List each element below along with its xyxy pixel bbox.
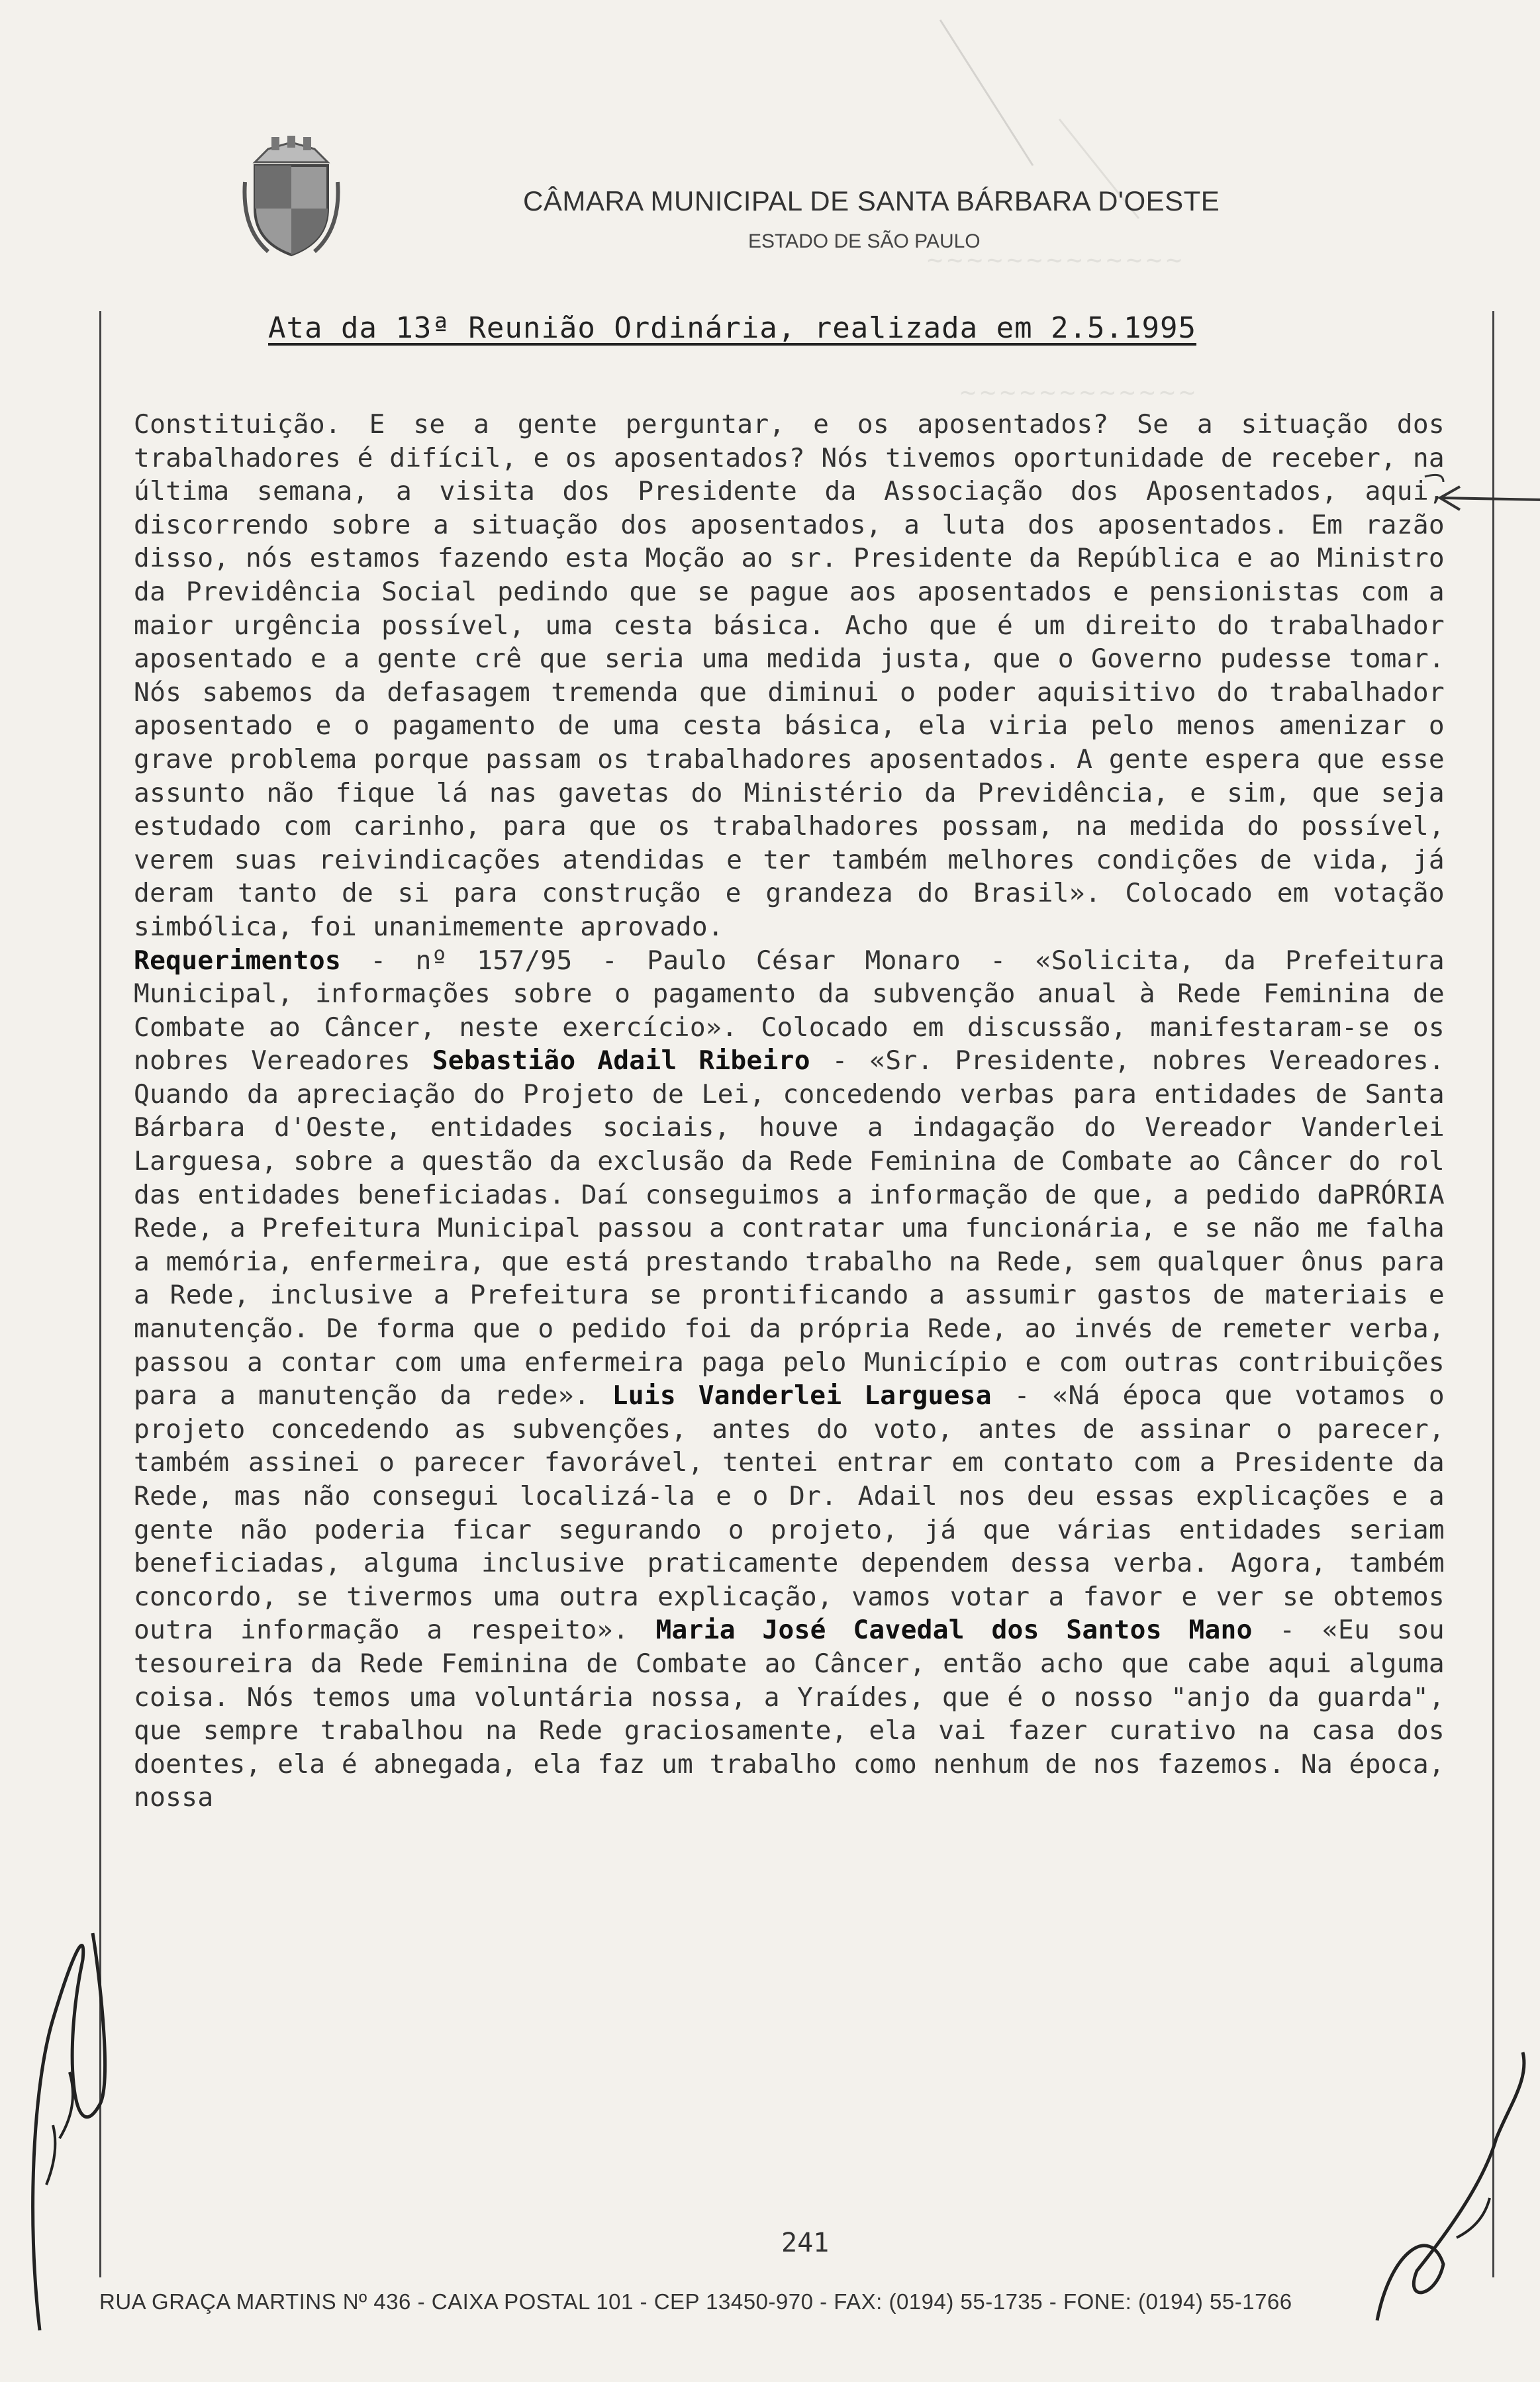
page-number: 241 — [781, 2228, 830, 2258]
municipal-crest-icon — [242, 136, 341, 262]
body-text-4: - «Ná época que votamos o projeto concedendo as subvenções, antes do voto, antes de assinar o parecer, também assinei o parecer favorável, tentei entrar em contato com a Presidente da Rede, mas não consegui localizá-la e o Dr. Adail nos deu essas explicações e a gente não poderia ficar segurando o projeto, já que várias entidades seriam beneficiadas, alguma inclusive praticamente dependem dessa verba. Agora, também concordo, se tivermos uma outra explicação, vamos votar a favor e ver se obtemos outra informação a respeito». — [134, 1380, 1445, 1646]
body-text-2: - nº 157/95 - Paulo César Monaro - «Solicita, da Prefeitura Municipal, informações sobre o pagamento da subvenção anual à Rede Feminina de Combate ao Câncer, neste exercício». Colocado em discussão, manifestaram-se os nobres Vereadores — [134, 945, 1445, 1076]
speaker-name: Luis Vanderlei Larguesa — [612, 1380, 992, 1411]
speaker-name: Maria José Cavedal dos Santos Mano — [655, 1615, 1253, 1646]
header-subtitle: ESTADO DE SÃO PAULO — [748, 230, 981, 252]
body-paragraph — [134, 408, 1445, 1815]
requerimentos-label: Requerimentos — [134, 945, 342, 976]
minutes-body — [134, 408, 1445, 1815]
body-text-1: Constituição. E se a gente perguntar, e os aposentados? Se a situação dos trabalhadores é difícil, e os aposentados? Nós tivemos oportunidade de receber, na última semana, a visita dos Presidente da Associação dos Aposentados, aqui, discorrendo sobre a situação dos aposentados, a luta dos aposentados. Em razão disso, nós estamos fazendo esta Moção ao sr. Presidente da República e ao Ministro da Previdência Social pedindo que se pague aos aposentados e pensionistas com a maior urgência possível, uma cesta básica. Acho que é um direito do trabalhador aposentado e a gente crê que seria uma medida justa, que o Governo pudesse tomar. Nós sabemos da defasagem tremenda que diminui o poder aquisitivo do trabalhador aposentado e o pagamento de uma cesta básica, ela viria pelo menos amenizar o grave problema porque passam os trabalhadores aposentados. A gente espera que esse assunto não fique lá nas gavetas do Ministério da Previdência, e sim, que seja estudado com carinho, para que os trabalhadores possam, na medida do possível, verem suas reivindicações atendidas e ter também melhores condições de vida, já deram tanto de si para construção e grandeza do Brasil». Colocado em votação simbólica, foi unanimemente aprovado. — [134, 409, 1445, 942]
speaker-name: Sebastião Adail Ribeiro — [432, 1045, 810, 1076]
header-title: CÂMARA MUNICIPAL DE SANTA BÁRBARA D'OESTE — [523, 185, 1220, 216]
bleed-through-mark: ~~~~~~~~~~~~ — [960, 377, 1199, 408]
right-margin-line — [1492, 311, 1494, 2277]
body-text-5: - «Eu sou tesoureira da Rede Feminina de Combate ao Câncer, então acho que cabe aqui alguma coisa. Nós temos uma voluntária nossa, a Yraídes, que é o nosso "anjo da guarda", que sempre trabalhou na Rede graciosamente, ela vai fazer curativo na casa dos doentes, ela é abnegada, ela faz um trabalho como nenhum de nos fazemos. Na época, nossa — [134, 1615, 1445, 1813]
bleed-through-mark: ~~~~~~~~~~~~~ — [927, 245, 1186, 275]
footer-address: RUA GRAÇA MARTINS Nº 436 - CAIXA POSTAL 101 - CEP 13450-970 - FAX: (0194) 55-1735 - FONE: (0194) 55-1766 — [99, 2289, 1292, 2314]
body-text-3: - «Sr. Presidente, nobres Vereadores. Quando da apreciação do Projeto de Lei, concedendo verbas para entidades de Santa Bárbara d'Oeste, entidades sociais, houve a indagação do Vereador Vanderlei Larguesa, sobre a questão da exclusão da Rede Feminina de Combate ao Câncer do rol das entidades beneficiadas. Daí conseguimos a informação de que, a pedido daPRÓRIA Rede, a Prefeitura Municipal passou a contratar uma funcionária, e se não me falha a memória, enfermeira, que está prestando trabalho na Rede, sem qualquer ônus para a Rede, inclusive a Prefeitura se prontificando a assumir gastos de materiais e manutenção. De forma que o pedido foi da própria Rede, ao invés de remeter verba, passou a contar com uma enfermeira paga pelo Município e com outras contribuições para a manutenção da rede». — [134, 1045, 1445, 1411]
left-margin-line — [99, 311, 101, 2277]
minutes-title: Ata da 13ª Reunião Ordinária, realizada em 2.5.1995 — [268, 311, 1197, 345]
